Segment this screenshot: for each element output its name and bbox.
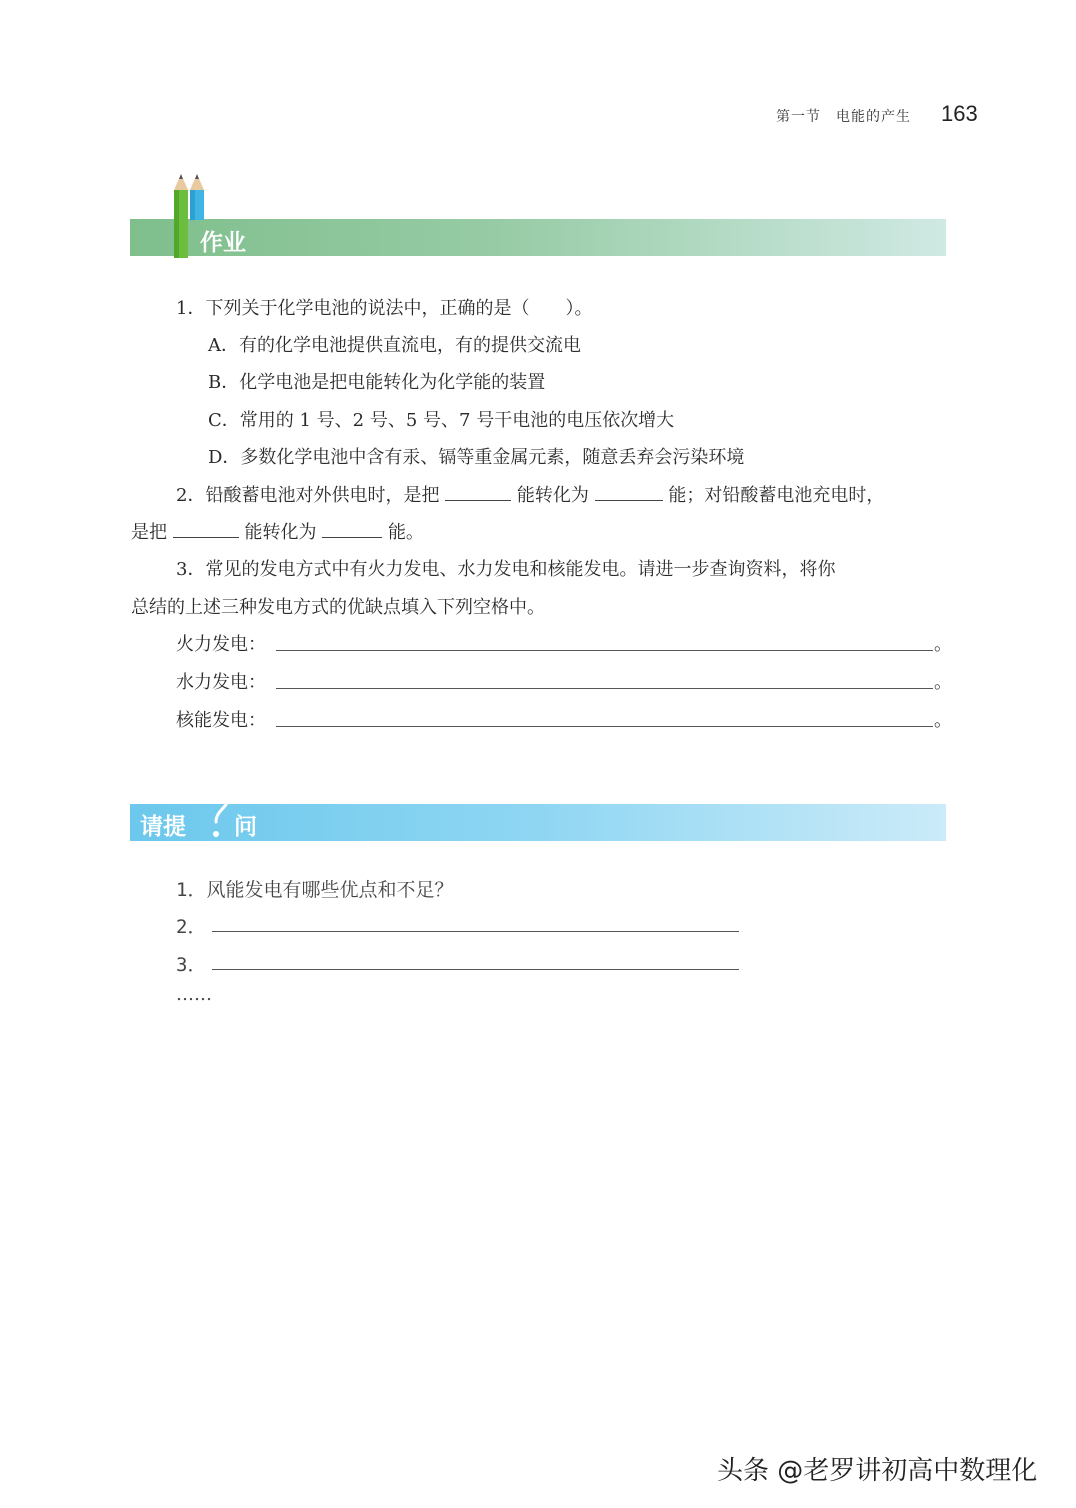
ask-item-3-blank[interactable] [212, 969, 739, 970]
running-header-section: 第一节 电能的产生 [776, 109, 911, 125]
q3-row-thermal-end: 。 [934, 634, 952, 655]
q2-text-6: 能。 [387, 522, 424, 543]
q2-blank-4[interactable] [322, 519, 382, 538]
q3-row-hydro-end: 。 [934, 672, 952, 693]
question-mark-icon [198, 782, 234, 848]
ask-item-1: 1．风能发电有哪些优点和不足？ [176, 879, 454, 901]
q2-line2 [131, 518, 424, 544]
ask-item-3: 3． [176, 954, 207, 976]
q3-row-nuclear-end: 。 [934, 710, 952, 731]
q3-row-hydro-blank[interactable] [276, 688, 933, 689]
q2-text-5: 能转化为 [244, 522, 317, 543]
page-number: 163 [941, 101, 978, 126]
q2-blank-2[interactable] [595, 482, 663, 501]
q2-text-2: 能转化为 [516, 485, 589, 506]
q2-blank-1[interactable] [445, 482, 511, 501]
ask-title-part2: 问 [234, 814, 257, 840]
homework-banner [130, 219, 946, 256]
ask-item-2: 2． [176, 916, 207, 938]
q3-row-nuclear-label: 核能发电： [176, 710, 266, 731]
q3-row-thermal-blank[interactable] [276, 650, 933, 651]
q2-text-3: 能；对铅酸蓄电池充电时， [668, 485, 885, 506]
q1-option-c: C．常用的 1 号、2 号、5 号、7 号干电池的电压依次增大 [208, 410, 675, 431]
q3-line2: 总结的上述三种发电方式的优缺点填入下列空格中。 [131, 597, 545, 618]
q2-blank-3[interactable] [173, 519, 239, 538]
watermark: 头条 @老罗讲初高中数理化 [717, 1456, 1038, 1486]
q3-row-nuclear-blank[interactable] [276, 726, 933, 727]
q1-stem: 1．下列关于化学电池的说法中，正确的是（ ）。 [176, 298, 593, 319]
homework-title: 作业 [200, 230, 246, 256]
q2-text-1: 2．铅酸蓄电池对外供电时，是把 [176, 485, 440, 506]
q3-row-hydro-label: 水力发电： [176, 672, 266, 693]
ask-title-part1: 请提 [140, 814, 186, 840]
q1-option-a: A．有的化学电池提供直流电，有的提供交流电 [208, 335, 581, 356]
q3-row-thermal-label: 火力发电： [176, 634, 266, 655]
ask-ellipsis: …… [176, 984, 212, 1005]
q1-option-b: B．化学电池是把电能转化为化学能的装置 [208, 372, 546, 393]
q1-option-d: D．多数化学电池中含有汞、镉等重金属元素，随意丢弃会污染环境 [208, 447, 745, 468]
q3-line1: 3．常见的发电方式中有火力发电、水力发电和核能发电。请进一步查询资料，将你 [176, 559, 836, 580]
q2-text-4: 是把 [131, 522, 167, 543]
q2-line1 [176, 481, 884, 507]
ask-item-2-blank[interactable] [212, 931, 739, 932]
